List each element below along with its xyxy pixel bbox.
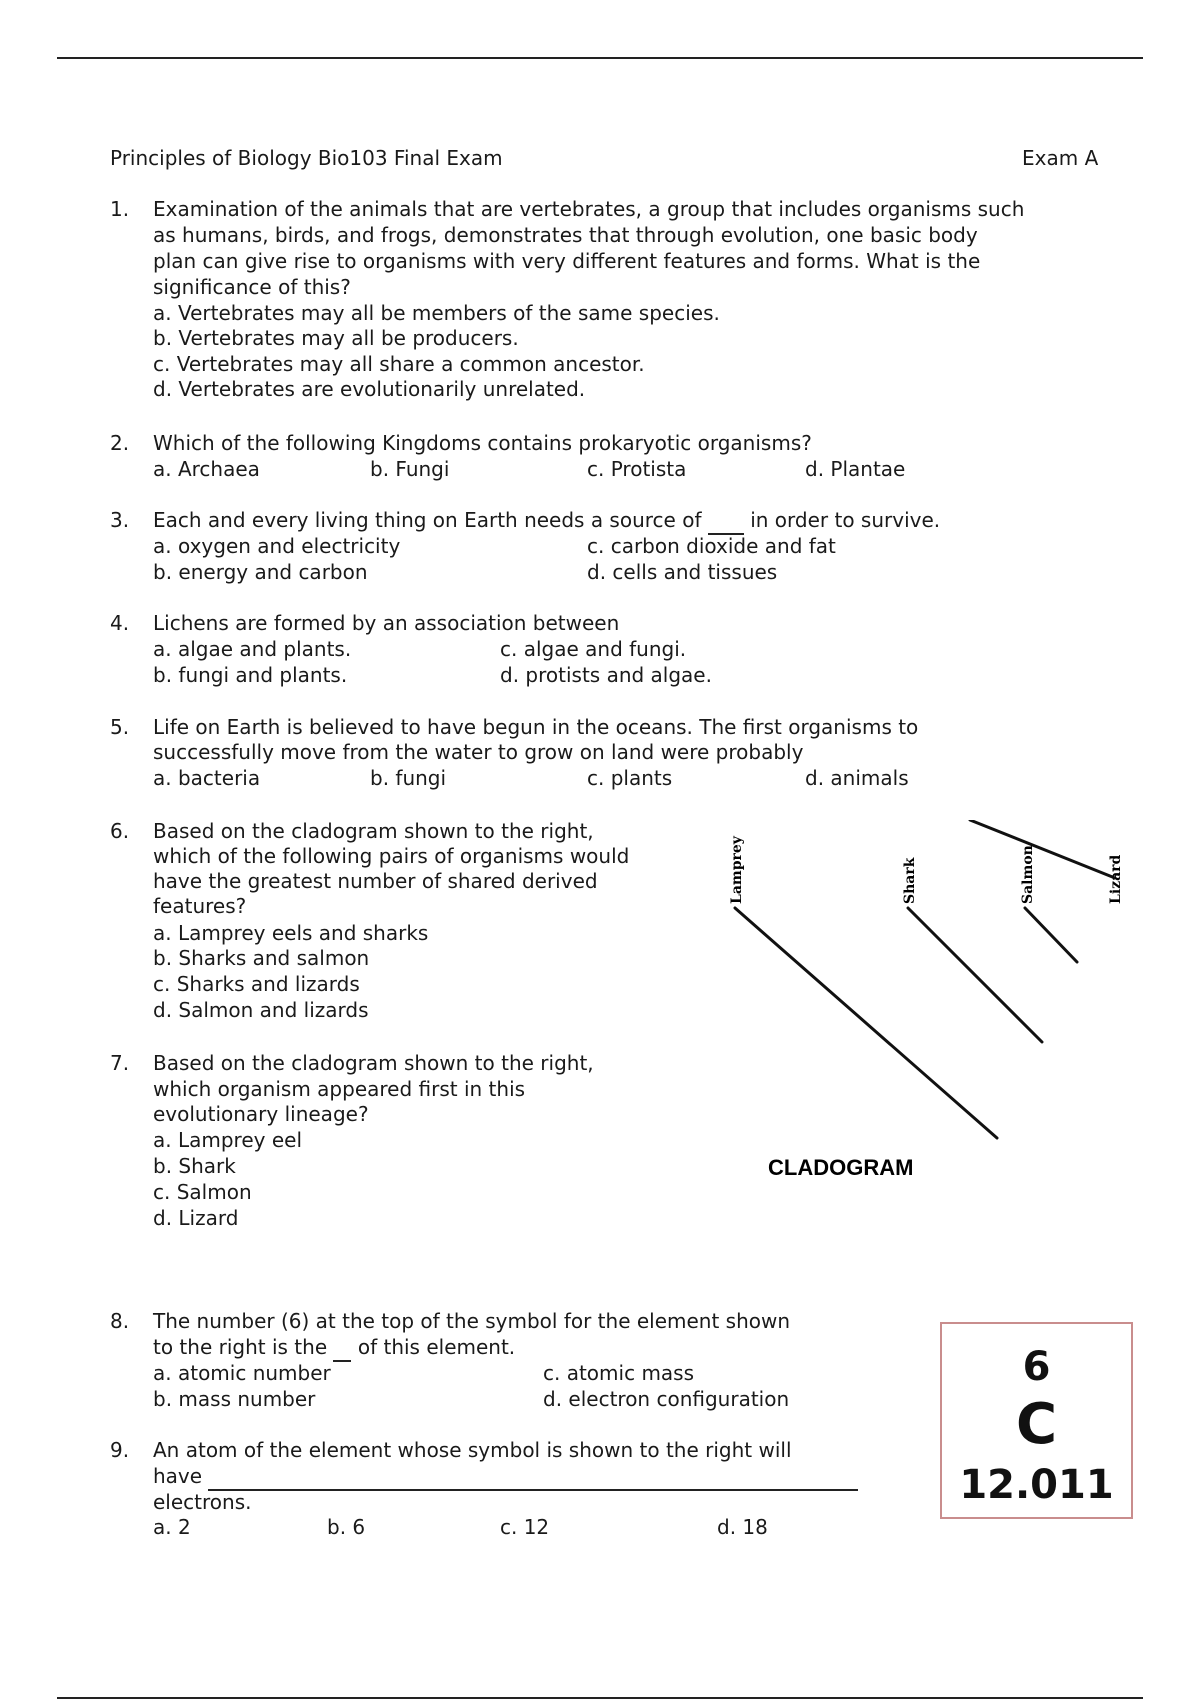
answer-option-a[interactable]: a. bacteria	[153, 766, 261, 790]
question-stem	[153, 1334, 515, 1362]
question-stem: Examination of the animals that are vertebrates, a group that includes organisms such	[153, 197, 1025, 221]
answer-option-c[interactable]: c. Vertebrates may all share a common ancestor.	[153, 352, 645, 376]
answer-option-c[interactable]: c. plants	[587, 766, 673, 790]
answer-option-b[interactable]: b. energy and carbon	[153, 560, 368, 584]
answer-option-d[interactable]: d. animals	[805, 766, 909, 790]
taxon-label-salmon: Salmon	[1020, 845, 1036, 904]
answer-option-a[interactable]: a. atomic number	[153, 1361, 331, 1385]
answer-option-d[interactable]: d. protists and algae.	[500, 663, 712, 687]
taxon-label-shark: Shark	[902, 857, 918, 904]
question-stem: Which of the following Kingdoms contains prokaryotic organisms?	[153, 431, 812, 455]
answer-option-a[interactable]: a. Archaea	[153, 457, 260, 481]
answer-option-c[interactable]: c. Protista	[587, 457, 687, 481]
atomic-mass: 12.011	[959, 1462, 1114, 1508]
stem-text: in order to survive.	[750, 508, 941, 532]
lamprey-branch	[735, 908, 997, 1138]
answer-option-a[interactable]: a. Lamprey eels and sharks	[153, 921, 429, 945]
question-stem: evolutionary lineage?	[153, 1102, 369, 1126]
stem-text: of this element.	[357, 1335, 516, 1359]
exam-title: Principles of Biology Bio103 Final Exam	[110, 146, 503, 170]
question-stem	[153, 507, 940, 535]
cladogram-title: CLADOGRAM	[768, 1155, 914, 1180]
answer-blank	[708, 507, 744, 535]
top-rule	[57, 57, 1143, 59]
question-stem: successfully move from the water to grow on land were probably	[153, 740, 804, 764]
question-stem: which of the following pairs of organisms would	[153, 844, 630, 868]
question-number: 5.	[110, 715, 130, 739]
question-stem: electrons.	[153, 1490, 252, 1514]
question-number: 8.	[110, 1309, 130, 1333]
question-stem: The number (6) at the top of the symbol for the element shown	[153, 1309, 791, 1333]
answer-option-a[interactable]: a. Lamprey eel	[153, 1128, 302, 1152]
question-stem: features?	[153, 894, 247, 918]
question-number: 3.	[110, 508, 130, 532]
question-stem: Based on the cladogram shown to the right,	[153, 819, 594, 843]
stem-text: Each and every living thing on Earth needs a source of	[153, 508, 702, 532]
question-stem: significance of this?	[153, 275, 351, 299]
question-number: 6.	[110, 819, 130, 843]
question-number: 7.	[110, 1051, 130, 1075]
answer-option-c[interactable]: c. 12	[500, 1515, 550, 1539]
answer-option-a[interactable]: a. 2	[153, 1515, 191, 1539]
answer-option-b[interactable]: b. Fungi	[370, 457, 450, 481]
question-stem: which organism appeared first in this	[153, 1077, 526, 1101]
salmon-branch	[1025, 908, 1077, 962]
answer-blank	[333, 1334, 351, 1362]
answer-option-c[interactable]: c. Salmon	[153, 1180, 252, 1204]
question-stem: Life on Earth is believed to have begun in the oceans. The first organisms to	[153, 715, 919, 739]
cladogram-branches	[735, 820, 1115, 1138]
answer-option-c[interactable]: c. carbon dioxide and fat	[587, 534, 836, 558]
bottom-rule	[57, 1697, 1143, 1699]
answer-option-d[interactable]: d. Vertebrates are evolutionarily unrelated.	[153, 377, 586, 401]
answer-option-b[interactable]: b. fungi and plants.	[153, 663, 348, 687]
shark-branch	[908, 908, 1042, 1042]
question-number: 9.	[110, 1438, 130, 1462]
question-stem: An atom of the element whose symbol is shown to the right will	[153, 1438, 792, 1462]
exam-version: Exam A	[1022, 146, 1099, 170]
answer-option-d[interactable]: d. Lizard	[153, 1206, 239, 1230]
cladogram-diagram	[720, 820, 1180, 1190]
answer-option-b[interactable]: b. 6	[327, 1515, 366, 1539]
question-number: 2.	[110, 431, 130, 455]
answer-option-d[interactable]: d. electron configuration	[543, 1387, 790, 1411]
question-stem: Based on the cladogram shown to the right,	[153, 1051, 594, 1075]
answer-option-b[interactable]: b. fungi	[370, 766, 447, 790]
trunk-line	[970, 820, 1115, 878]
taxon-label-lizard: Lizard	[1108, 854, 1124, 904]
stem-text: have	[153, 1464, 203, 1488]
answer-option-b[interactable]: b. mass number	[153, 1387, 316, 1411]
question-stem: as humans, birds, and frogs, demonstrates that through evolution, one basic body	[153, 223, 978, 247]
element-symbol: C	[1015, 1392, 1058, 1457]
taxon-label-lamprey: Lamprey	[729, 836, 745, 904]
answer-option-c[interactable]: c. Sharks and lizards	[153, 972, 360, 996]
question-stem: have the greatest number of shared derived	[153, 869, 598, 893]
question-number: 1.	[110, 197, 130, 221]
answer-option-d[interactable]: d. Plantae	[805, 457, 906, 481]
answer-option-d[interactable]: d. 18	[717, 1515, 768, 1539]
element-tile-carbon	[940, 1322, 1133, 1519]
stem-text: to the right is the	[153, 1335, 328, 1359]
answer-option-c[interactable]: c. atomic mass	[543, 1361, 695, 1385]
answer-option-d[interactable]: d. Salmon and lizards	[153, 998, 369, 1022]
answer-option-b[interactable]: b. Sharks and salmon	[153, 946, 370, 970]
atomic-number: 6	[1022, 1344, 1051, 1390]
answer-option-b[interactable]: b. Vertebrates may all be producers.	[153, 326, 519, 350]
answer-option-d[interactable]: d. cells and tissues	[587, 560, 778, 584]
question-number: 4.	[110, 611, 130, 635]
answer-blank	[208, 1463, 858, 1491]
answer-option-b[interactable]: b. Shark	[153, 1154, 236, 1178]
question-stem: plan can give rise to organisms with very different features and forms. What is the	[153, 249, 981, 273]
question-stem: Lichens are formed by an association between	[153, 611, 620, 635]
question-stem	[153, 1463, 858, 1491]
answer-option-a[interactable]: a. oxygen and electricity	[153, 534, 401, 558]
answer-option-a[interactable]: a. Vertebrates may all be members of the same species.	[153, 301, 720, 325]
answer-option-c[interactable]: c. algae and fungi.	[500, 637, 687, 661]
answer-option-a[interactable]: a. algae and plants.	[153, 637, 352, 661]
